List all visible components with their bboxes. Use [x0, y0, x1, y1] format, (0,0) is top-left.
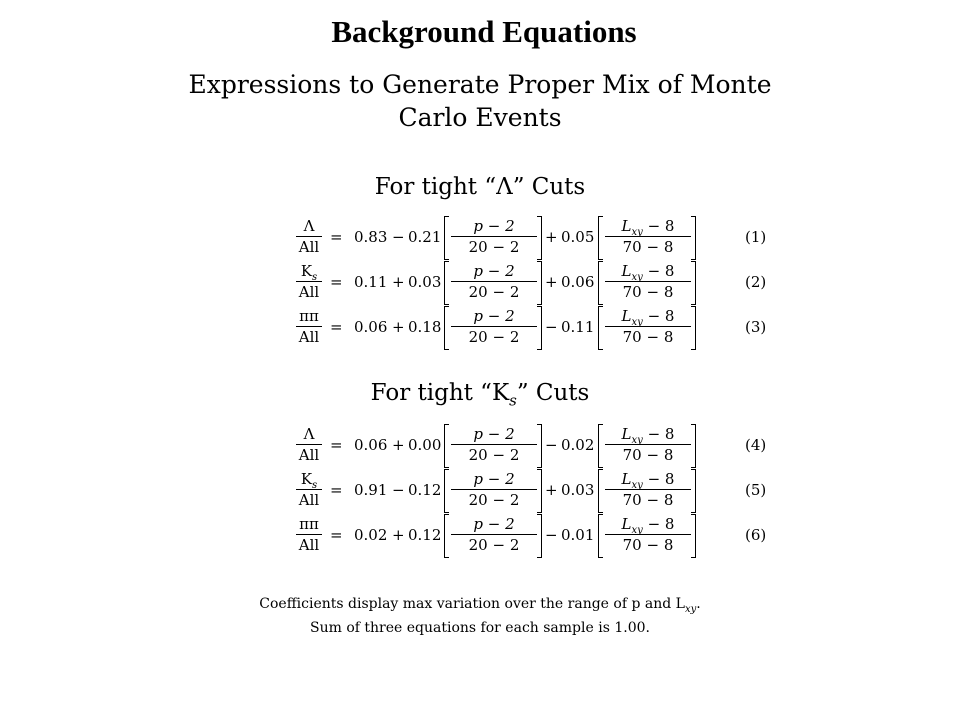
right-bracket	[537, 469, 542, 513]
note-line-1	[0, 596, 960, 615]
left-bracket	[444, 306, 449, 350]
momentum-fraction	[451, 306, 537, 347]
right-bracket	[537, 306, 542, 350]
numerator-subscript: s	[312, 272, 318, 283]
decay-length-coefficient: 0.11	[561, 318, 595, 336]
operator-2: −	[545, 318, 558, 336]
numerator-subscript: s	[312, 480, 318, 491]
equation-lhs-numerator	[296, 261, 322, 282]
equation-5	[296, 469, 776, 514]
equation-lhs-numerator	[296, 424, 322, 445]
momentum-numerator: p − 2	[451, 514, 537, 535]
right-bracket	[691, 424, 696, 468]
equation-number: (2)	[745, 273, 767, 291]
equation-lhs-numerator	[296, 469, 322, 490]
constant-term: 0.83	[354, 228, 388, 246]
decay-length-symbol: L	[621, 425, 632, 443]
momentum-coefficient: 0.12	[408, 481, 442, 499]
decay-length-numerator	[605, 424, 691, 445]
equation-lhs	[296, 424, 322, 465]
note-line-1-pre: Coefficients display max variation over the range of p and L	[259, 596, 685, 612]
constant-term: 0.91	[354, 481, 388, 499]
operator-1: −	[392, 228, 405, 246]
right-bracket	[691, 469, 696, 513]
momentum-fraction	[451, 469, 537, 510]
operator-2: −	[545, 526, 558, 544]
constant-term: 0.02	[354, 526, 388, 544]
right-bracket	[537, 261, 542, 305]
equation-2	[296, 261, 776, 306]
equals-sign: =	[330, 273, 343, 291]
momentum-numerator: p − 2	[451, 424, 537, 445]
momentum-coefficient: 0.21	[408, 228, 442, 246]
constant-term: 0.06	[354, 436, 388, 454]
momentum-denominator: 20 − 2	[468, 536, 520, 554]
decay-length-denominator: 70 − 8	[622, 446, 674, 464]
decay-length-offset: − 8	[642, 515, 675, 533]
momentum-denominator: 20 − 2	[468, 238, 520, 256]
momentum-fraction	[451, 261, 537, 302]
right-bracket	[537, 514, 542, 558]
equation-3	[296, 306, 776, 351]
equation-lhs-numerator	[296, 216, 322, 237]
equation-lhs-numerator	[296, 514, 322, 535]
ks-cuts-heading-tail: ” Cuts	[516, 380, 590, 406]
equation-lhs-denominator: All	[298, 536, 320, 554]
momentum-numerator: p − 2	[451, 306, 537, 327]
heading-line-1: Expressions to Generate Proper Mix of Monte	[188, 70, 772, 99]
decay-length-symbol: L	[621, 307, 632, 325]
decay-length-symbol: L	[621, 262, 632, 280]
equation-lhs-denominator: All	[298, 238, 320, 256]
right-bracket	[691, 216, 696, 260]
momentum-coefficient: 0.12	[408, 526, 442, 544]
heading-line-2: Carlo Events	[398, 103, 562, 132]
momentum-numerator: p − 2	[451, 261, 537, 282]
equation-lhs	[296, 306, 322, 347]
decay-length-fraction	[605, 514, 691, 555]
decay-length-coefficient: 0.01	[561, 526, 595, 544]
decay-length-subscript: xy	[631, 525, 643, 536]
decay-length-fraction	[605, 261, 691, 302]
momentum-denominator: 20 − 2	[468, 491, 520, 509]
left-bracket	[444, 261, 449, 305]
operator-1: +	[392, 318, 405, 336]
equation-number: (5)	[745, 481, 767, 499]
note-line-1-sub: xy	[684, 603, 697, 615]
equals-sign: =	[330, 318, 343, 336]
equation-4	[296, 424, 776, 469]
slide-title: Background Equations	[331, 14, 637, 49]
numerator-symbol: ππ	[299, 307, 319, 325]
equation-lhs-numerator	[296, 306, 322, 327]
equation-lhs	[296, 469, 322, 510]
operator-1: −	[392, 481, 405, 499]
right-bracket	[537, 424, 542, 468]
equation-lhs	[296, 514, 322, 555]
decay-length-offset: − 8	[642, 262, 675, 280]
decay-length-denominator: 70 − 8	[622, 491, 674, 509]
decay-length-symbol: L	[621, 470, 632, 488]
decay-length-coefficient: 0.02	[561, 436, 595, 454]
decay-length-subscript: xy	[631, 480, 643, 491]
equals-sign: =	[330, 436, 343, 454]
momentum-fraction	[451, 216, 537, 257]
equation-6	[296, 514, 776, 559]
left-bracket	[444, 424, 449, 468]
momentum-denominator: 20 − 2	[468, 328, 520, 346]
decay-length-denominator: 70 − 8	[622, 238, 674, 256]
decay-length-numerator	[605, 514, 691, 535]
decay-length-subscript: xy	[631, 272, 643, 283]
momentum-coefficient: 0.18	[408, 318, 442, 336]
numerator-symbol: K	[300, 262, 313, 280]
heading	[0, 68, 960, 134]
note-line-2: Sum of three equations for each sample is 1.00.	[310, 620, 650, 636]
equation-number: (4)	[745, 436, 767, 454]
constant-term: 0.11	[354, 273, 388, 291]
decay-length-numerator	[605, 261, 691, 282]
decay-length-subscript: xy	[631, 317, 643, 328]
decay-length-symbol: L	[621, 515, 632, 533]
decay-length-offset: − 8	[642, 307, 675, 325]
numerator-symbol: ππ	[299, 515, 319, 533]
ks-cuts-heading-pre: For tight “K	[370, 380, 510, 406]
equation-lhs-denominator: All	[298, 283, 320, 301]
decay-length-offset: − 8	[642, 470, 675, 488]
momentum-coefficient: 0.00	[408, 436, 442, 454]
momentum-numerator: p − 2	[451, 216, 537, 237]
numerator-symbol: Λ	[303, 217, 315, 235]
constant-term: 0.06	[354, 318, 388, 336]
numerator-symbol: Λ	[303, 425, 315, 443]
left-bracket	[598, 261, 603, 305]
equation-lhs	[296, 261, 322, 302]
left-bracket	[598, 424, 603, 468]
momentum-numerator: p − 2	[451, 469, 537, 490]
left-bracket	[598, 469, 603, 513]
decay-length-subscript: xy	[631, 227, 643, 238]
equals-sign: =	[330, 481, 343, 499]
decay-length-subscript: xy	[631, 435, 643, 446]
left-bracket	[598, 514, 603, 558]
equation-number: (6)	[745, 526, 767, 544]
ks-cuts-heading	[0, 380, 960, 410]
equation-lhs-denominator: All	[298, 446, 320, 464]
decay-length-fraction	[605, 424, 691, 465]
operator-1: +	[392, 436, 405, 454]
operator-2: −	[545, 436, 558, 454]
decay-length-numerator	[605, 469, 691, 490]
equation-lhs-denominator: All	[298, 328, 320, 346]
operator-2: +	[545, 273, 558, 291]
decay-length-denominator: 70 − 8	[622, 536, 674, 554]
left-bracket	[598, 216, 603, 260]
equals-sign: =	[330, 228, 343, 246]
right-bracket	[691, 261, 696, 305]
left-bracket	[444, 514, 449, 558]
ks-cuts-heading-sub: s	[509, 391, 517, 410]
decay-length-symbol: L	[621, 217, 632, 235]
operator-1: +	[392, 273, 405, 291]
decay-length-coefficient: 0.03	[561, 481, 595, 499]
operator-2: +	[545, 228, 558, 246]
decay-length-numerator	[605, 306, 691, 327]
right-bracket	[691, 306, 696, 350]
decay-length-fraction	[605, 216, 691, 257]
equation-number: (3)	[745, 318, 767, 336]
left-bracket	[444, 469, 449, 513]
equals-sign: =	[330, 526, 343, 544]
decay-length-denominator: 70 − 8	[622, 283, 674, 301]
equation-1	[296, 216, 776, 261]
decay-length-fraction	[605, 469, 691, 510]
momentum-fraction	[451, 424, 537, 465]
decay-length-fraction	[605, 306, 691, 347]
decay-length-offset: − 8	[642, 425, 675, 443]
operator-1: +	[392, 526, 405, 544]
momentum-denominator: 20 − 2	[468, 446, 520, 464]
decay-length-offset: − 8	[642, 217, 675, 235]
decay-length-coefficient: 0.06	[561, 273, 595, 291]
right-bracket	[691, 514, 696, 558]
equation-lhs	[296, 216, 322, 257]
equation-number: (1)	[745, 228, 767, 246]
left-bracket	[598, 306, 603, 350]
equation-lhs-denominator: All	[298, 491, 320, 509]
operator-2: +	[545, 481, 558, 499]
note-line-1-post: .	[696, 596, 701, 612]
momentum-denominator: 20 − 2	[468, 283, 520, 301]
right-bracket	[537, 216, 542, 260]
momentum-fraction	[451, 514, 537, 555]
momentum-coefficient: 0.03	[408, 273, 442, 291]
decay-length-denominator: 70 − 8	[622, 328, 674, 346]
lambda-cuts-heading: For tight “Λ” Cuts	[374, 174, 586, 200]
left-bracket	[444, 216, 449, 260]
decay-length-numerator	[605, 216, 691, 237]
numerator-symbol: K	[300, 470, 313, 488]
decay-length-coefficient: 0.05	[561, 228, 595, 246]
